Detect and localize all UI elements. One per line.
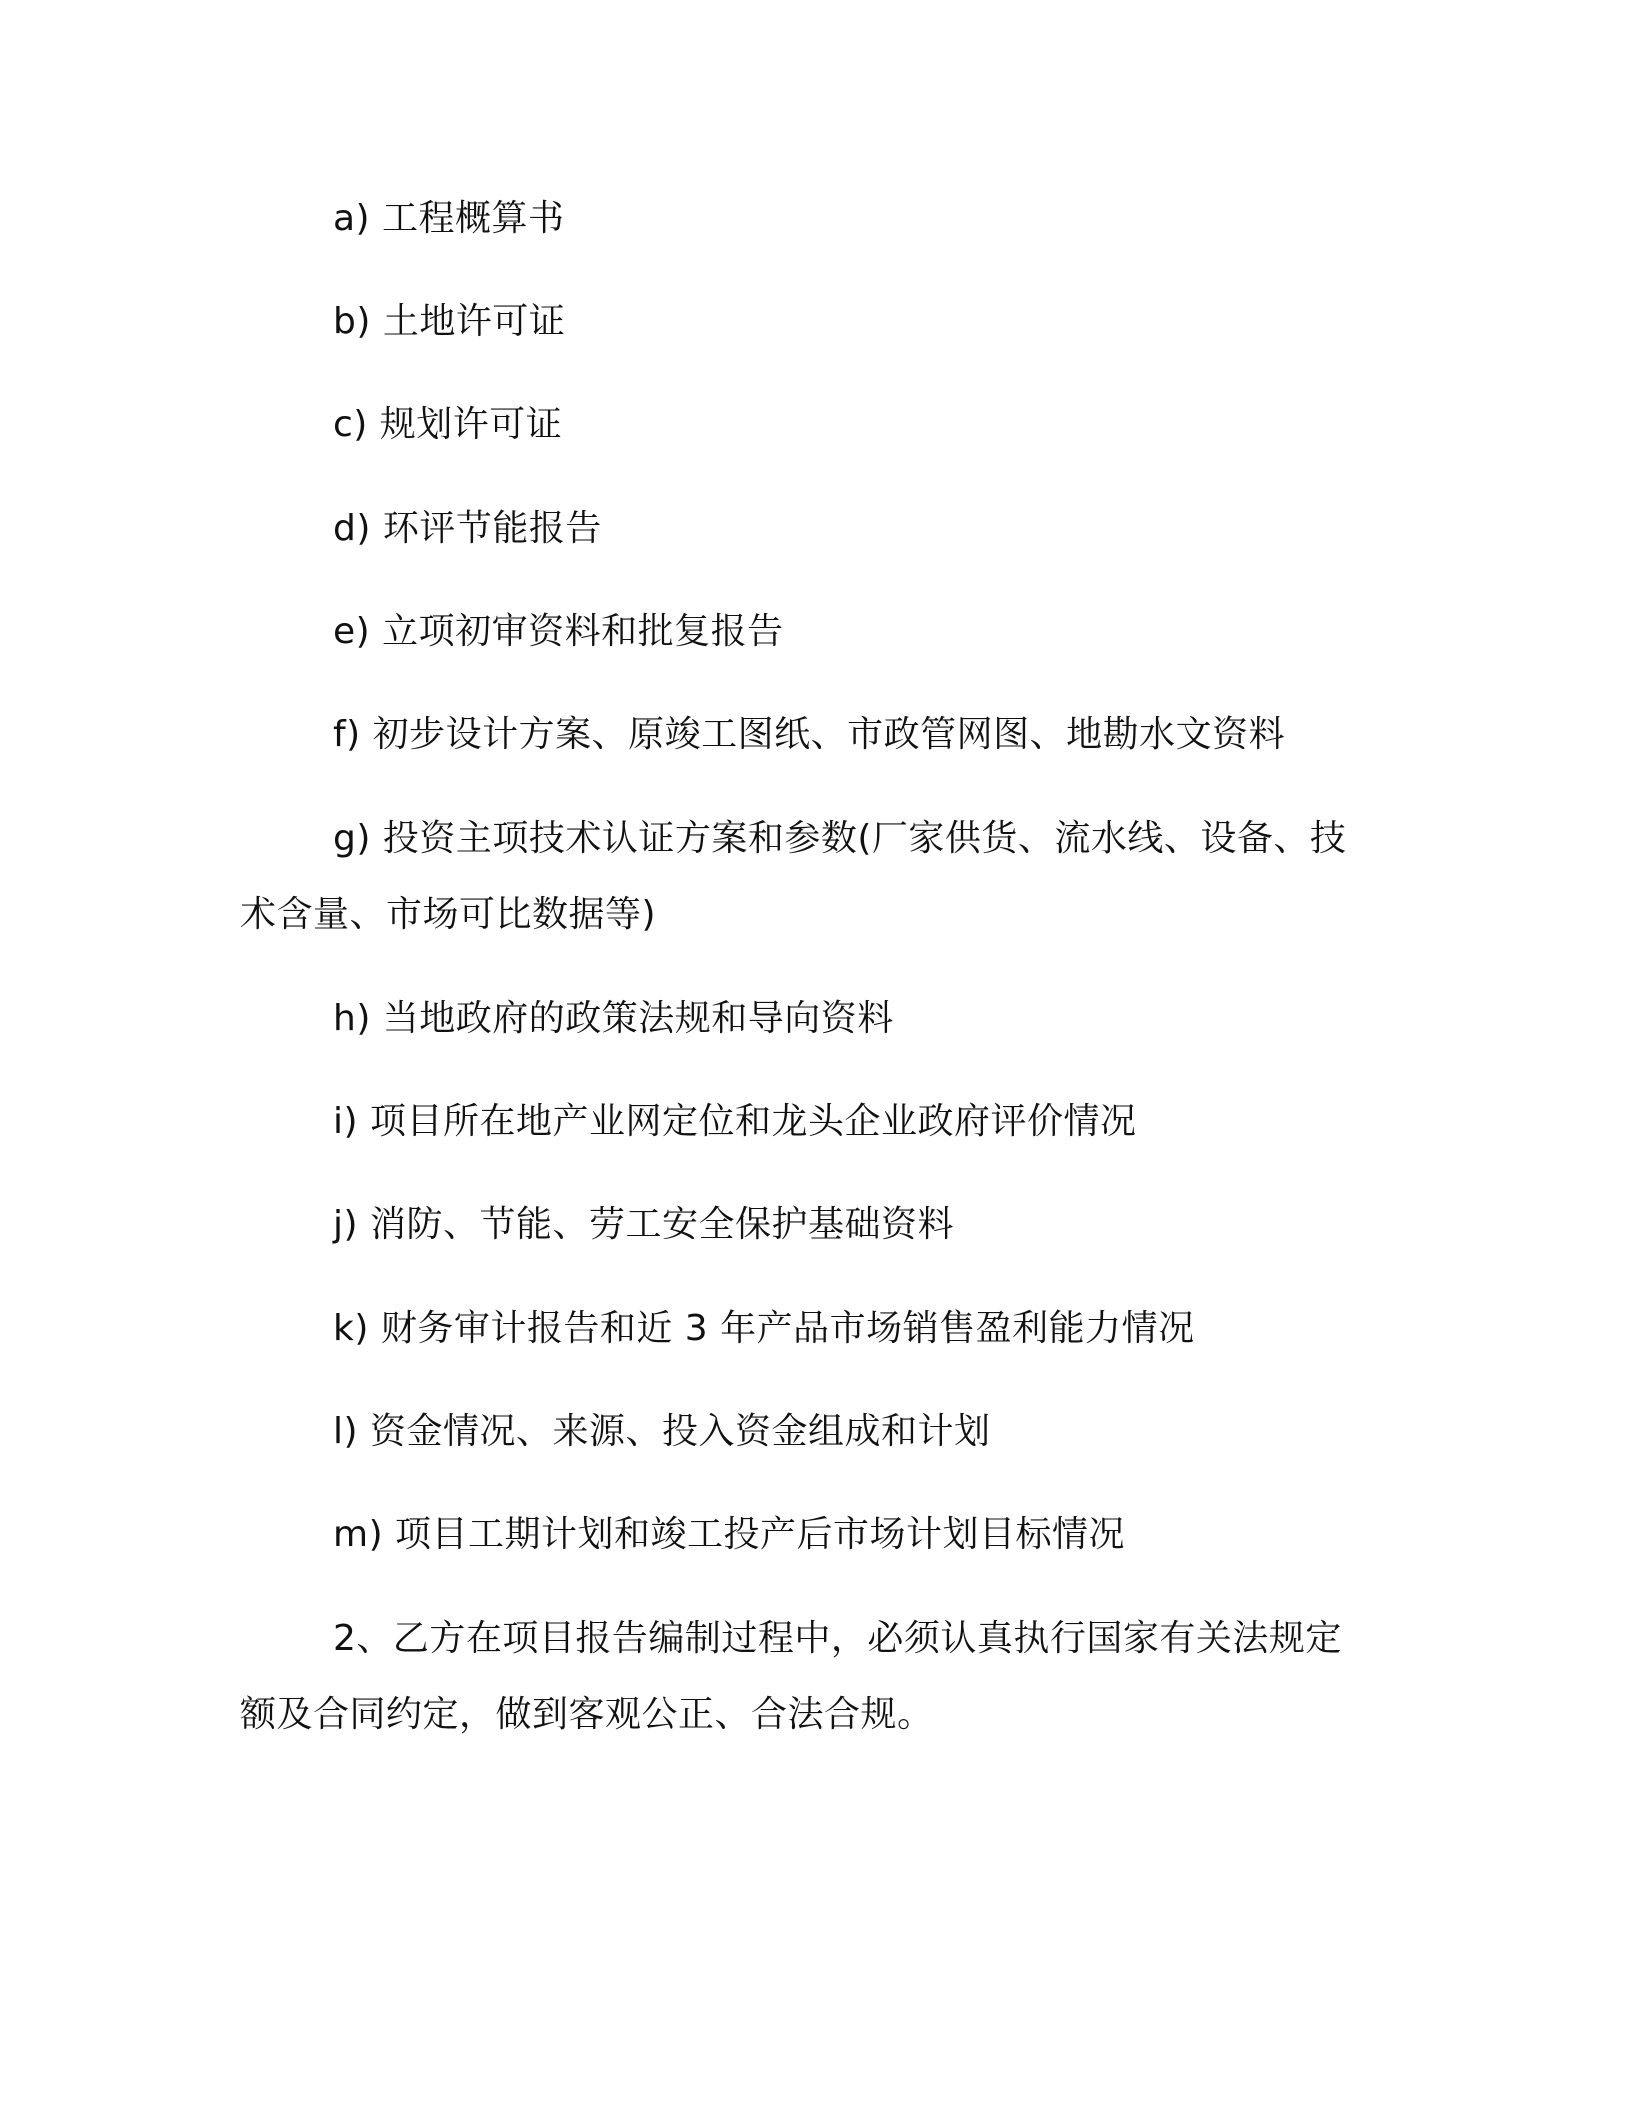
paragraph-2-line2: 额及合同约定，做到客观公正、合法合规。: [240, 1694, 934, 1735]
list-item-g-line2: 术含量、市场可比数据等): [240, 894, 657, 935]
list-item-k: k) 财务审计报告和近 3 年产品市场销售盈利能力情况: [333, 1308, 1195, 1349]
list-item-c: c) 规划许可证: [333, 404, 563, 445]
list-item-j: j) 消防、节能、劳工安全保护基础资料: [333, 1204, 954, 1245]
paragraph-2-line1: 2、乙方在项目报告编制过程中，必须认真执行国家有关法规定: [333, 1618, 1342, 1659]
list-item-f: f) 初步设计方案、原竣工图纸、市政管网图、地勘水文资料: [333, 714, 1286, 755]
list-item-e: e) 立项初审资料和批复报告: [333, 611, 784, 652]
list-item-a: a) 工程概算书: [333, 198, 565, 239]
list-item-d: d) 环评节能报告: [333, 508, 602, 549]
list-item-l: l) 资金情况、来源、投入资金组成和计划: [333, 1411, 991, 1452]
list-item-h: h) 当地政府的政策法规和导向资料: [333, 998, 894, 1039]
list-item-g-line1: g) 投资主项技术认证方案和参数(厂家供货、流水线、设备、技: [333, 818, 1347, 859]
list-item-i: i) 项目所在地产业网定位和龙头企业政府评价情况: [333, 1101, 1137, 1142]
list-item-m: m) 项目工期计划和竣工投产后市场计划目标情况: [333, 1514, 1126, 1555]
list-item-b: b) 土地许可证: [333, 301, 566, 342]
